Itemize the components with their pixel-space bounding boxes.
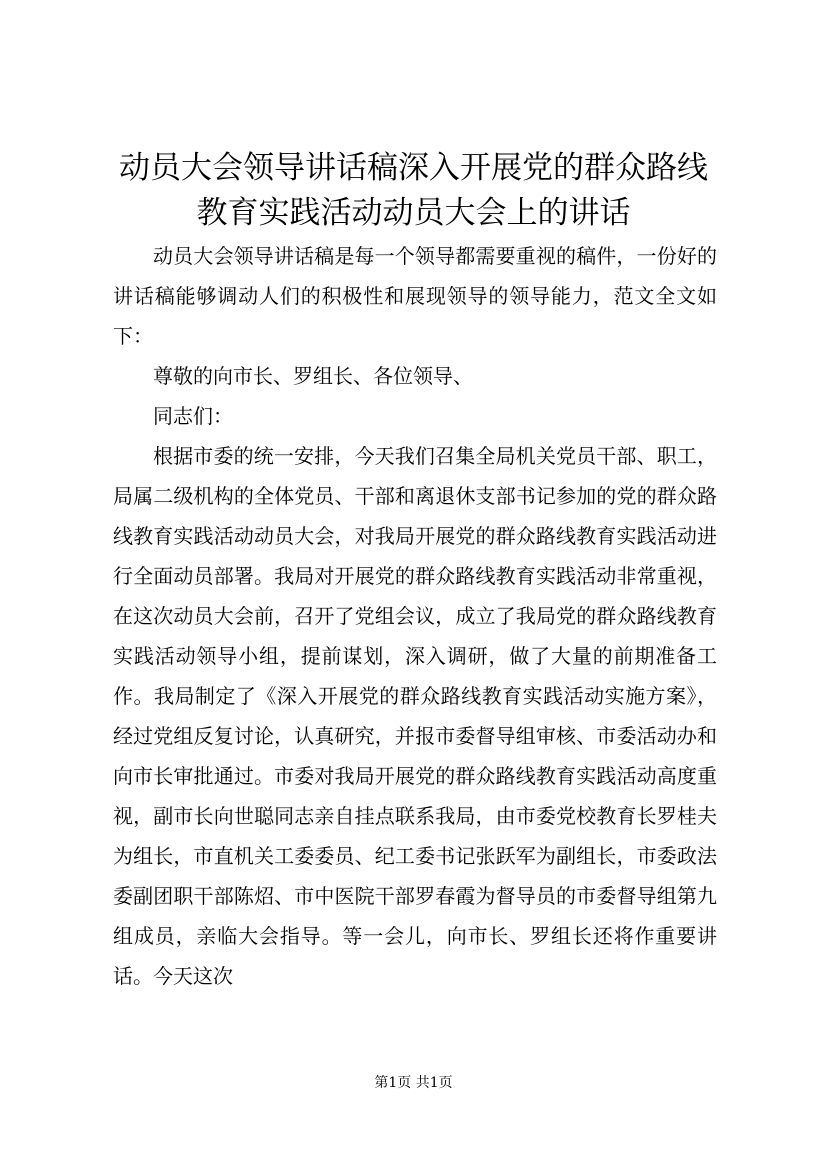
document-body	[113, 236, 717, 996]
page-footer: 第1页 共1页	[374, 1075, 453, 1091]
document-title: 动员大会领导讲话稿深入开展党的群众路线教育实践活动动员大会上的讲话	[119, 150, 708, 231]
paragraph-salutation: 尊敬的向市长、罗组长、各位领导、	[153, 364, 473, 388]
paragraph-greeting: 同志们：	[153, 404, 233, 428]
paragraph-main: 根据市委的统一安排，今天我们召集全局机关党员干部、职工，局属二级机构的全体党员、干部和离退休支部书记参加的党的群众路线教育实践活动动员大会，对我局开展党的群众路线教育实践活动进行全面动员部署。我局对开展党的群众路线教育实践活动非常重视，在这次动员大会前，召开了党组会议，成立了我局党的群众路线教育实践活动领导小组，提前谋划，深入调研，做了大量的前期准备工作。我局制定了《深入开展党的群众路线教育实践活动实施方案》，经过党组反复讨论，认真研究，并报市委督导组审核、市委活动办和向市长审批通过。市委对我局开展党的群众路线教育实践活动高度重视，副市长向世聪同志亲自挂点联系我局，由市委党校教育长罗桂夫为组长，市直机关工委委员、纪工委书记张跃军为副组长，市委政法委副团职干部陈炤、市中医院干部罗春霞为督导员的市委督导组第九组成员，亲临大会指导。等一会儿，向市长、罗组长还将作重要讲话。今天这次	[113, 444, 717, 988]
paragraph-intro: 动员大会领导讲话稿是每一个领导都需要重视的稿件，一份好的讲话稿能够调动人们的积极性和展现领导的领导能力，范文全文如下：	[113, 244, 717, 348]
